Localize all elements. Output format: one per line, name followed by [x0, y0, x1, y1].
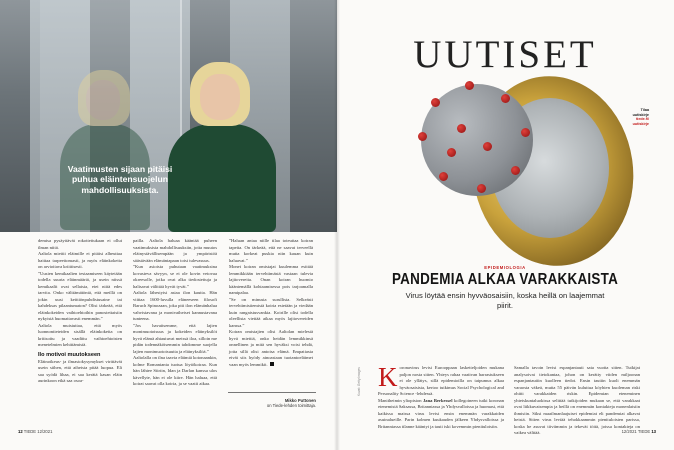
body-column-2	[133, 238, 217, 424]
magazine-issue: TIEDE 12/2021	[23, 429, 53, 434]
section-title: UUTISET	[413, 33, 597, 76]
paragraph: Aaltolalla on ilna taavia eläimiä kotonaankin, kolme Romanianta tuotua löytökoiraa. Kun hän lähtee Siirtin, Idan ja Darlan kanssa ulos kävellyte, hän ei ole kiire. Hän haluaa, että koirat saavat olla koiria, ja se vaatii aikaa.	[133, 355, 217, 386]
newsletter-promo[interactable]: Tilaa uutiskirje tiede.fi/ uutiskirje	[632, 108, 649, 126]
author-role: on Tiede-lehden toimittaja.	[266, 403, 316, 409]
paragraph: Aaltola miettii eläimille ei pitäisi alheuttaa haittaa tarpeettomasti, ja myös eläinkokeita on arvioitava kriittisesti.	[38, 251, 122, 269]
article-lede: Virus löytää ensin hyvväosaisiin, koska heillä on laajemmat piirit.	[405, 291, 605, 310]
paragraph: Aaltola lähestyisi asiaa ilon kautta. Hän viittaa 1600-luvulla eläneeseen filosofi Baruch Spinozaan, joka piti ilon elämänhalua vahvistavana ja monivaiheiset kannustavana tunteena.	[133, 290, 217, 321]
author-name: Mikko Puttonen	[284, 398, 316, 403]
paragraph: demisa pysäyttävät rokottettukaan ei ollut ilman niitä.	[38, 238, 122, 250]
page-number: 13	[651, 429, 656, 434]
paragraph: ”Jos havaitsemme, että lajien monimuotoisuus ja kokeiden eläinyksilöt hyvä elämä ahtautuvat meissä iloa, silloin me pidän todennäköisemmin tahdomme suojella lajien monimuotoisuutta ja eläinyksilöä.”	[133, 322, 217, 354]
paragraph: oronavirus levisi Eurooppaan lasketteljoiden mukana paljon nosta sitten. Yhteys rahaa vaativan harrastukseen ei ole yllätys, sillä epidemioilla on taipumus alkaa hyväosaisista, kertoo tutkimus Social Psychological and Personality Science -lehdessä.	[378, 365, 504, 396]
author-byline	[252, 398, 316, 409]
paragraph: Samalla tavoin levisi espanjantauti sata vuotta sitten. Tutkijat analysoivat tietokantaa, johon on kerätty viiden miljoonan espanjantautiin kuolleen tiedot. Ensin tautiin kuoli enemmän varaosta väkeä, mutta 55 päivän kuluttua köyhien kuoleman riski ohitti varakkaiden riskin. Epidemian eteneminen yhteiskuntaluokissa selittää tutkijoiden mukaan se, että varakkaat ovat liikkuvaisempia ja heillä on enemmän kontakteja monenlaisiin ihmisiin. Siksi maailmanlaajuiset epidemiat eli pandemiat alkavat heistä. Sitten virus leviää tehokkaammin pienituloisten parissa, koska he asuvat tiiviimmin ja tekevät töitä, joissa kontakteja on vaikea välttää.	[514, 365, 640, 435]
body-column-1	[38, 238, 122, 424]
coronavirus-icon	[421, 84, 533, 196]
photo-credit: Kuvat: Getty Images	[357, 367, 361, 396]
researcher-name: Jana Berkessel	[422, 397, 453, 403]
portrait-photo	[0, 0, 337, 232]
paragraph: Manitheimin yliopiston Jana Berkessel kollegoineen tutki koronan etenemistä Saksassa, Britanniassa ja Yhdysvalloissa ja huomasi, että kaikissa maissa virus levisi ensin enemmän varakkaiden asuinalueille. Parin kolmen kuukauden jälkeen Yhdysvalloissa ja Britanniassa tilanne kääntyi ja tauti iski kovemmin pienituloisiin.	[378, 397, 504, 429]
page-number: 12	[18, 429, 23, 434]
pull-quote: Vaatimusten sijaan pitäisi puhua eläintensuojelun mahdollisuuksista.	[67, 164, 173, 195]
paragraph: ”Se on minusta surullista. Selkeästi tervehtimistiemistä koiria estetään ja viedään kuin rangaistusvankia. Koirille olisi todella oleellista viettää aikaa myös lajitovereiden kanssa.”	[229, 296, 313, 328]
woman-reflection	[60, 70, 150, 230]
paragraph: pailla. Aaltola haluaa kääntää puheen vaatimuksista mahdollisuuksiin, jotta muutos eläinystävällisempään ja ympäristöä säästävään elämäntapaan toisi tulevasuus.	[133, 238, 217, 263]
news-column-1	[378, 362, 504, 429]
drop-cap: K	[378, 362, 398, 392]
divider	[228, 392, 316, 393]
paragraph: ”Haluan antaa niille tilaa toteuttaa koiran tapeita. On tärkeää, että ne saavat terveellä mutta korkeat puskia niin kauan kuin haluavat.”	[229, 238, 313, 263]
magazine-issue: 12/2021 TIEDE	[621, 429, 651, 434]
paragraph: Koiran omistajien olisi Aaltolan mielestä hyvä miettiä, onko heidän lemmikkinsä onnellinen ja mitä sen hyväksi voisi tehdä, jotta sillä olisi antoisa elämä. Empatiasta eivät siis hyödy ainoastaan tuotantoeläimet vaan myös lemmikit.	[229, 329, 313, 367]
coin-virus-illustration	[435, 66, 595, 262]
page-footer-left	[18, 429, 52, 434]
paragraph: Monet koiran omistajat kuulemma esittää lemmikkiään tervehtimästä vastaan tulevia lajitovereita. Onan koiran huomio kääntemällä kohtaamisessa pois tarjoamalla namipalaa.	[229, 264, 313, 295]
paragraph: ”Uusien kemikaalien testaamiseen käytetään todella suuria eläinmääriä, ja usein niissä kemikaalit ovat sellaisia, etei niitä edes tarvita. Onko välttämätöntä, että meillä on jokin uusi keittiönpuhdistusaine tai kahdeksas pilaantumaton? Olisi tärkeää, että eläinkokeiden vaihtoehtoihin panostettaisiin nykyistä huomattavasti enemmän.”	[38, 270, 122, 321]
article-category: EPIDEMIOLOGIA	[484, 265, 526, 270]
article-headline: PANDEMIA ALKAA VARAKKAISTA	[391, 271, 619, 288]
spine-shadow	[334, 0, 340, 450]
subheading: Ilo motivoi muutokseen	[38, 351, 101, 358]
woman-portrait	[168, 62, 278, 232]
paragraph: ”Kun asioista puhutaan vaatimuksina kovasteva sävyyn, se ei ole kovin vetovaa okreesolle, jotka ovat alka tiedostettuja ja halisavat välittää hyvät tyvät.”	[133, 264, 217, 289]
end-mark-icon	[270, 362, 274, 366]
body-column-3	[229, 238, 313, 424]
paragraph: Aaltola muistuttaa, että myös luonnontieteiden sisällä eläinkokeita on kritisoitu ja vaadittu vaihtoehtoisten menetelmien kehittämistä.	[38, 322, 122, 347]
paragraph: Eläinoikeus- ja ilmastokysymykset virittävät usein siihen, että aiheista pitää luopua. Eli saa syödä lihaa, ei saa kerätä kasan eläin aurinkoon eikä saa osoa-	[38, 358, 122, 383]
